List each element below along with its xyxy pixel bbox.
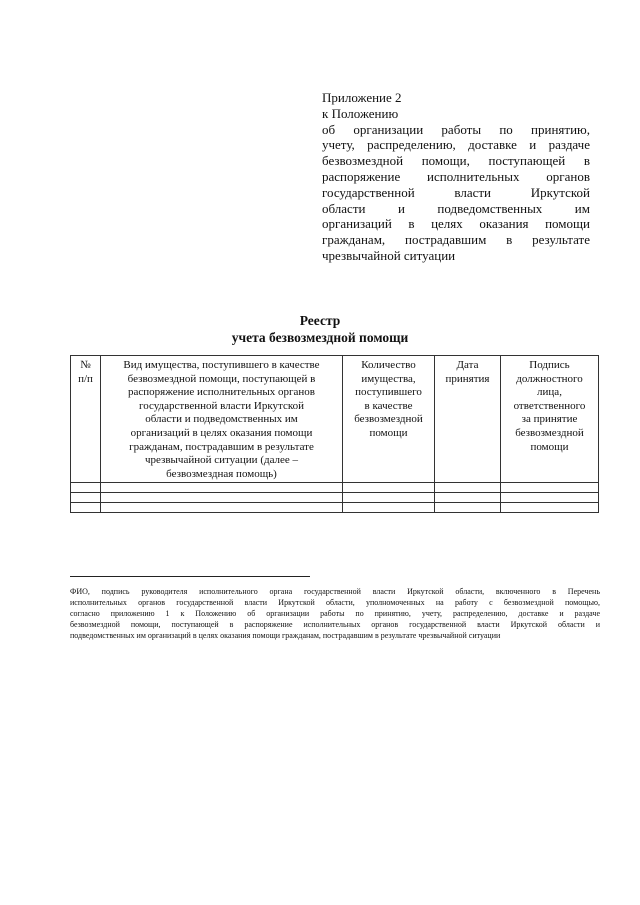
- footnote-line: согласно приложению 1 к Положению об организации работы по принятию, учету, распределению, доставке и раздаче: [70, 609, 600, 618]
- appendix-line: области и подведомственных им: [322, 200, 590, 216]
- appendix-line: Приложение 2: [322, 90, 402, 105]
- header-date: Дата принятия: [435, 356, 501, 483]
- appendix-line: безвозмездной помощи, поступающей в: [322, 153, 590, 169]
- appendix-line: об организации работы по принятию,: [322, 121, 590, 137]
- table-cell: [71, 503, 101, 513]
- table-row: [71, 503, 599, 513]
- table-cell: [101, 483, 343, 493]
- table-cell: [501, 483, 599, 493]
- table-cell: [435, 483, 501, 493]
- title-line-1: Реестр: [299, 313, 341, 328]
- footnote-line: безвозмездной помощи, поступающей в распоряжение исполнительных органов государственной власти Иркутской области и: [70, 620, 600, 629]
- table-row: [71, 483, 599, 493]
- header-quantity: Количество имущества, поступившего в качестве безвозмездной помощи: [343, 356, 435, 483]
- table-cell: [101, 493, 343, 503]
- footnote-line: ФИО, подпись руководителя исполнительного органа государственной власти Иркутской области, включенного в Перечень: [70, 587, 600, 596]
- appendix-line: чрезвычайной ситуации: [322, 247, 456, 263]
- table-cell: [71, 493, 101, 503]
- appendix-line: распоряжение исполнительных органов: [322, 168, 590, 184]
- appendix-line: организаций в целях оказания помощи: [322, 216, 590, 232]
- footnote-line: подведомственных им организаций в целях оказания помощи гражданам, пострадавшим в результате чрезвычайной ситуации: [70, 631, 501, 640]
- table-cell: [435, 493, 501, 503]
- footnote: [70, 586, 600, 641]
- table-row: [71, 493, 599, 503]
- appendix-line: государственной власти Иркутской: [322, 184, 590, 200]
- header-number: № п/п: [71, 356, 101, 483]
- footnote-line: исполнительных органов государственной власти Иркутской области, уполномоченных на работу с безвозмездной помощью,: [70, 598, 600, 607]
- table-cell: [343, 483, 435, 493]
- header-property-type: Вид имущества, поступившего в качестве безвозмездной помощи, поступающей в распоряжение исполнительных органов государственной власти Иркутской области и подведомственных им организаций в целях оказания помощи гражданам, пострадавшим в результате чрезвычайной ситуации (далее – безвозмездная помощь): [101, 356, 343, 483]
- table-cell: [501, 493, 599, 503]
- document-title: [0, 312, 640, 346]
- appendix-reference: [322, 90, 590, 264]
- footnote-separator: [70, 576, 310, 577]
- table-header-row: [71, 356, 599, 483]
- table-cell: [435, 503, 501, 513]
- table-cell: [343, 493, 435, 503]
- registry-table: [70, 355, 599, 513]
- title-line-2: учета безвозмездной помощи: [231, 330, 409, 345]
- table-cell: [343, 503, 435, 513]
- table-cell: [101, 503, 343, 513]
- appendix-line: учету, распределению, доставке и раздаче: [322, 137, 590, 153]
- header-signature: Подпись должностного лица, ответственного за принятие безвозмездной помощи: [501, 356, 599, 483]
- appendix-line: к Положению: [322, 105, 399, 121]
- appendix-line: гражданам, пострадавшим в результате: [322, 232, 590, 248]
- table-cell: [501, 503, 599, 513]
- table-cell: [71, 483, 101, 493]
